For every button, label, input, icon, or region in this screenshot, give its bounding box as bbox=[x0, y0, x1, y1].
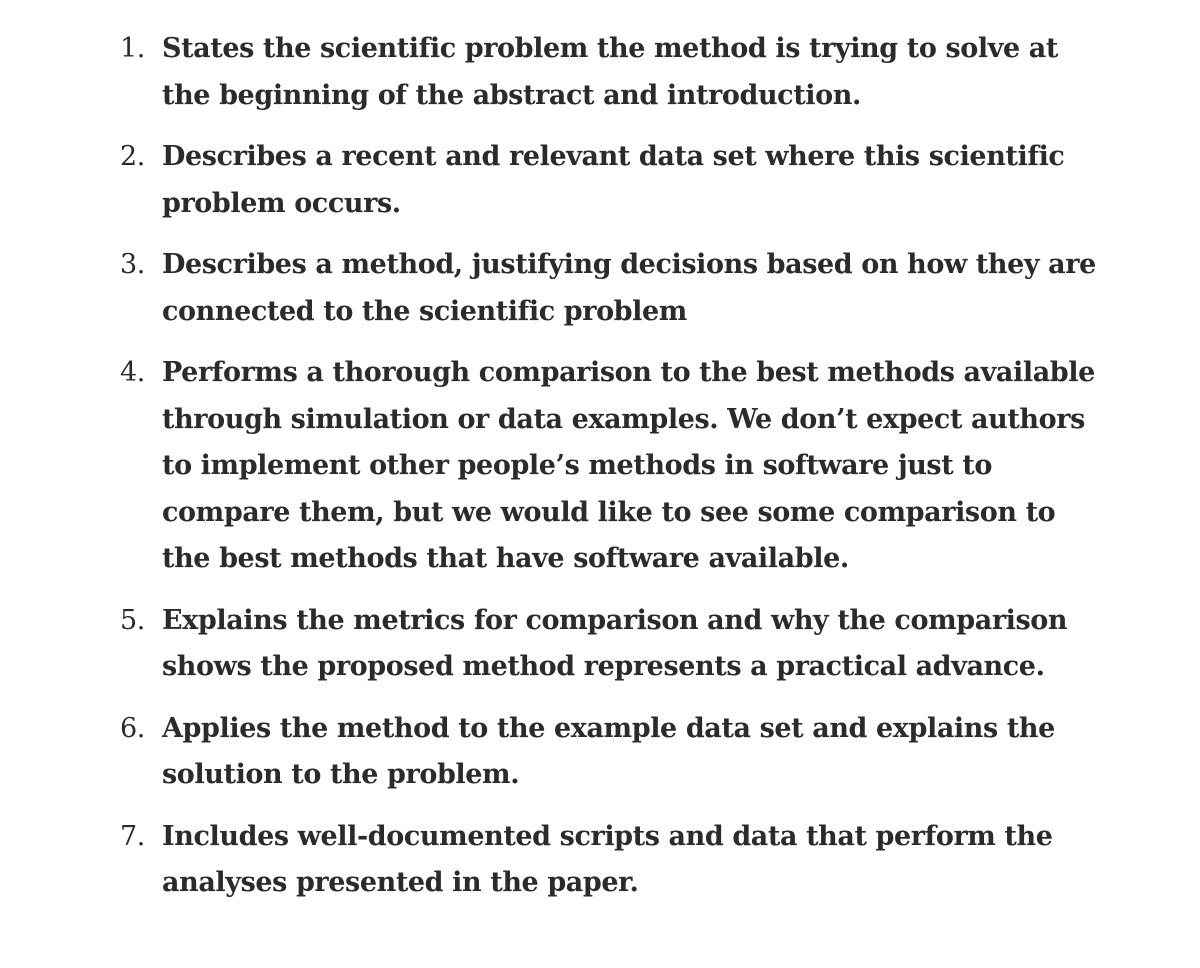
item-number: 6. bbox=[120, 712, 145, 744]
item-text: Performs a thorough comparison to the best methods available through simulation or data examples. We don’t expect authors to implement other people’s methods in software just to compare them, but we would like to see some comparison to the best methods that have software available. bbox=[162, 357, 1095, 574]
item-text: Explains the metrics for comparison and why the comparison shows the proposed method represents a practical advance. bbox=[162, 604, 1068, 682]
list-item bbox=[0, 598, 1200, 691]
item-number: 3. bbox=[120, 249, 145, 280]
item-text: Describes a recent and relevant data set where this scientific problem occurs. bbox=[162, 141, 1065, 219]
list-item bbox=[0, 350, 1200, 583]
item-text: Applies the method to the example data set and explains the solution to the problem. bbox=[162, 712, 1055, 790]
criteria-list bbox=[0, 26, 1200, 922]
list-item bbox=[0, 242, 1200, 335]
item-number: 1. bbox=[120, 33, 145, 64]
item-number: 2. bbox=[120, 141, 145, 172]
item-number: 7. bbox=[120, 820, 145, 852]
item-number: 4. bbox=[120, 357, 145, 388]
item-text: Includes well-documented scripts and data that perform the analyses presented in the paper. bbox=[162, 820, 1053, 898]
item-text: States the scientific problem the method is trying to solve at the beginning of the abstract and introduction. bbox=[162, 33, 1058, 111]
list-item bbox=[0, 706, 1200, 799]
item-text: Describes a method, justifying decisions based on how they are connected to the scientific problem bbox=[162, 249, 1096, 327]
list-item bbox=[0, 26, 1200, 119]
item-number: 5. bbox=[120, 604, 145, 636]
list-item bbox=[0, 814, 1200, 907]
list-item bbox=[0, 134, 1200, 227]
